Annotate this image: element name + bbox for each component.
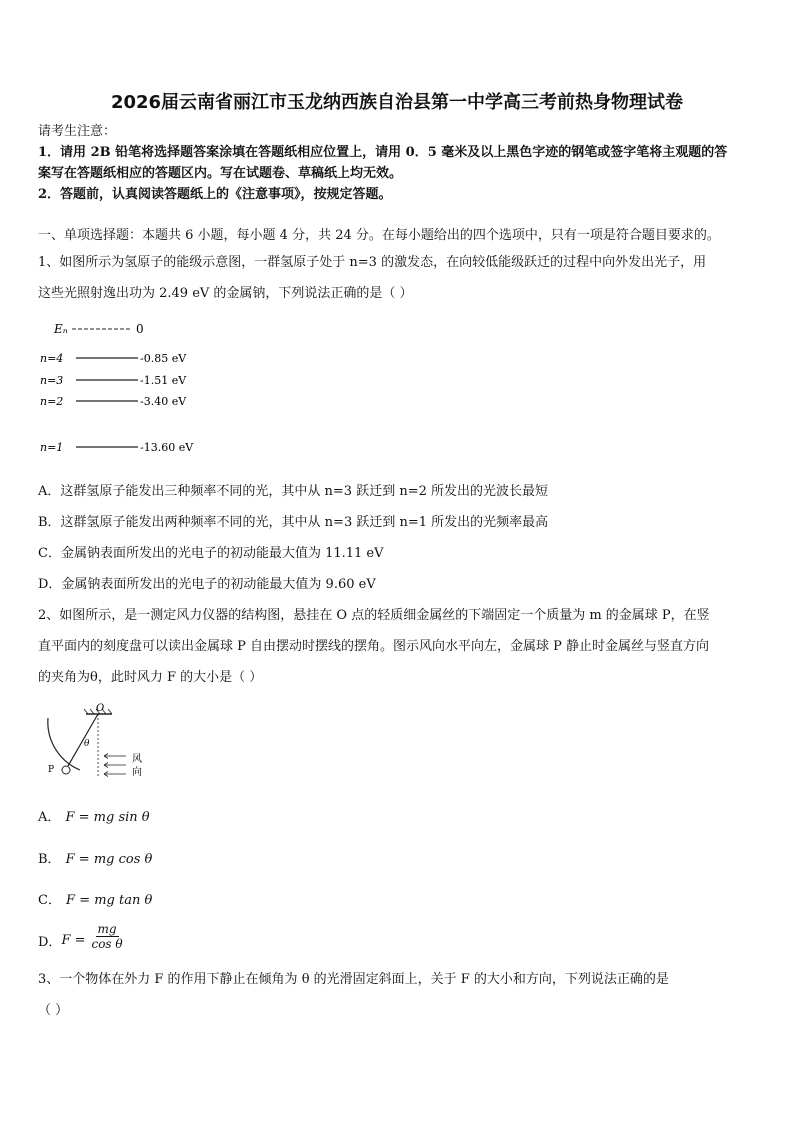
q3-stem-line-2: （ ） (38, 1003, 69, 1018)
q1-stem-line-2: 这些光照射逸出功为 2.49 eV 的金属钠，下列说法正确的是（ ） (38, 286, 413, 301)
fraction: $\frac{mg}{\text{cos θ}}$ (91, 922, 123, 951)
energy-axis-label: Eₙ (54, 322, 68, 336)
q2-option-c: C． F = mg tan θ (38, 893, 153, 908)
section-heading: 一、单项选择题：本题共 6 小题，每小题 4 分，共 24 分。在每小题给出的四个选项中，只有一项是符合题目要求的。 (38, 228, 720, 243)
pivot-o-label: O (96, 703, 105, 714)
level-n4-value: -0.85 eV (140, 352, 187, 365)
q2-stem-line-1: 2、如图所示，是一测定风力仪器的结构图，悬挂在 O 点的轻质细金属丝的下端固定一个质量为 m 的金属球 P，在竖 (38, 608, 710, 623)
level-n2-label: n=2 (40, 395, 64, 408)
q3-stem-line-1: 3、一个物体在外力 F 的作用下静止在倾角为 θ 的光滑固定斜面上，关于 F 的大小和方向，下列说法正确的是 (38, 972, 669, 987)
level-n4-label: n=4 (40, 352, 64, 365)
q1-option-d: D．金属钠表面所发出的光电子的初动能最大值为 9.60 eV (38, 577, 376, 592)
q2-option-b: B． F = mg cos θ (38, 852, 153, 867)
level-n2-value: -3.40 eV (140, 395, 187, 408)
level-n3-value: -1.51 eV (140, 374, 187, 387)
q2-option-d: D． F = $\frac{mg}{\text{cos θ}}$ (38, 922, 123, 951)
q2-stem-line-2: 直平面内的刻度盘可以读出金属球 P 自由摆动时摆线的摆角。图示风向水平向左，金属球 P 静止时金属丝与竖直方向 (38, 639, 710, 654)
ball-p-label: P (48, 765, 55, 775)
wind-gauge-diagram (38, 700, 158, 784)
wind-label-2: 向 (132, 767, 142, 778)
level-n1-value: -13.60 eV (140, 441, 194, 454)
energy-level-diagram (38, 315, 208, 463)
level-n3-label: n=3 (40, 374, 64, 387)
notice-heading: 请考生注意： (38, 124, 117, 139)
q1-stem-line-1: 1、如图所示为氢原子的能级示意图，一群氢原子处于 n=3 的激发态，在向较低能级跃迁的过程中向外发出光子，用 (38, 255, 707, 270)
q2-stem-line-3: 的夹角为θ，此时风力 F 的大小是（ ） (38, 670, 263, 685)
notice-item-1-line-1: 1．请用 2B 铅笔将选择题答案涂填在答题纸相应位置上，请用 0．5 毫米及以上黑色字迹的钢笔或签字笔将主观题的答 (38, 145, 728, 160)
q1-option-c: C．金属钠表面所发出的光电子的初动能最大值为 11.11 eV (38, 546, 384, 561)
theta-label: θ (84, 739, 90, 749)
q1-option-b: B．这群氢原子能发出两种频率不同的光，其中从 n=3 跃迁到 n=1 所发出的光频率最高 (38, 515, 549, 530)
wind-label-1: 风 (132, 754, 142, 765)
notice-item-1-line-2: 案写在答题纸相应的答题区内。写在试题卷、草稿纸上均无效。 (38, 166, 403, 181)
level-n1-label: n=1 (40, 441, 64, 454)
page-title: 2026届云南省丽江市玉龙纳西族自治县第一中学高三考前热身物理试卷 (110, 92, 684, 113)
notice-item-2: 2．答题前，认真阅读答题纸上的《注意事项》，按规定答题。 (38, 187, 392, 202)
q2-option-a: A． F = mg sin θ (38, 810, 150, 825)
level-zero-value: 0 (136, 322, 144, 336)
q1-option-a: A．这群氢原子能发出三种频率不同的光，其中从 n=3 跃迁到 n=2 所发出的光波长最短 (38, 484, 548, 499)
